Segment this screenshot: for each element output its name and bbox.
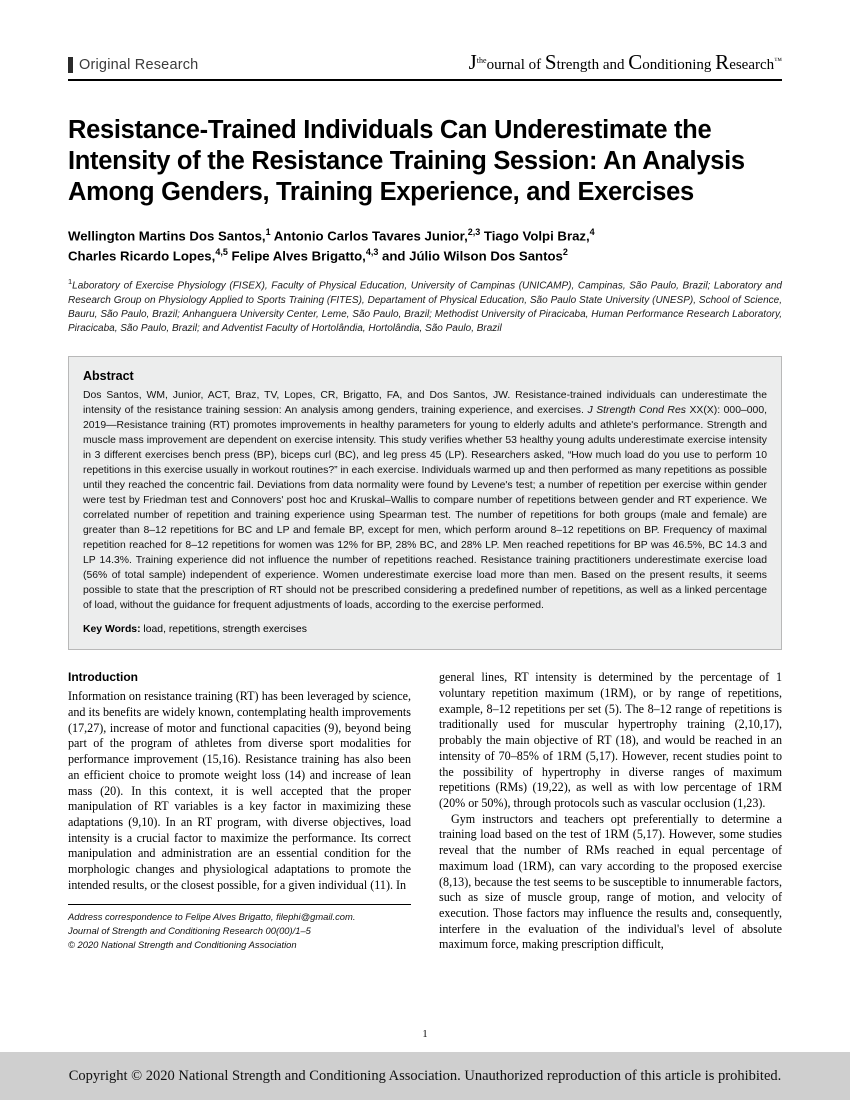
abstract-body: [83, 389, 767, 614]
column-left: [68, 670, 411, 953]
journal-logo-esearch: esearch: [729, 57, 775, 73]
journal-logo-tm: ™: [774, 56, 782, 65]
author-affiliation-marker: 4: [589, 227, 595, 238]
author-list: [68, 226, 782, 265]
author-affiliation-marker: 2,3: [467, 227, 481, 238]
column-right: [439, 670, 782, 953]
journal-logo-c: C: [628, 50, 643, 74]
copyright-band: Copyright © 2020 National Strength and Conditioning Association. Unauthorized reproduction of this article is prohibited.: [0, 1052, 850, 1100]
paragraph: Gym instructors and teachers opt preferentially to determine a training load based on the test of 1RM (5,17). However, some studies reveal that the number of RMs reached in equal percentage of maximum load (1RM), can vary according to the proposed exercise (8,13), because the test seems to be susceptible to innumerable factors, such as size of muscle group, range of motion, and velocity of execution. Those factors may influence the results and, consequently, interfere in the evaluation of the individual's level of absolute maximum force, making prescription difficult,: [439, 811, 782, 952]
footnote-journal: Journal of Strength and Conditioning Research 00(00)/1–5: [68, 924, 311, 936]
body-columns: [68, 670, 782, 953]
footnote-correspondence: Address correspondence to Felipe Alves Brigatto, filephi@gmail.com.: [68, 910, 356, 922]
paragraph: general lines, RT intensity is determined by the percentage of 1 voluntary repetition maximum (1RM), or by range of repetitions, example, 8–12 repetitions per set (5). The 8–12 range of repetitions is traditionally used for muscular hypertrophy training (2,10,17), probably the main objective of RT (18), and would be reached in an intensity of 70–85% of 1RM (5,17). However, recent studies point to the possibility of hypertrophy in diverse ranges of maximum repetitions (RMs) (19,22), as well as with low percentage of 1RM (20% or 50%), through protocols such as vascular occlusion (1,23).: [439, 670, 782, 810]
affiliations-text: Laboratory of Exercise Physiology (FISEX), Faculty of Physical Education, University of Campinas (UNICAMP), Campinas, São Paulo, Brazil; Laboratory and Research Group on Physiology Applied to Sports Training (FITES), Departament of Physical Education, São Paulo State University (UNESP), School of Science, Bauru, São Paulo, Brazil; Anhanguera University Center, Leme, São Paulo, Brazil; Methodist University of Piracicaba, Human Performance Research Laboratory, Piracicaba, São Paulo, Brazil; and Adventist Faculty of Hortolândia, Hortolândia, São Paulo, Brazil: [68, 280, 782, 335]
keywords: [83, 624, 767, 635]
author-name: Felipe Alves Brigatto,: [227, 248, 366, 264]
journal-logo-onditioning: onditioning: [642, 57, 716, 73]
journal-logo-trength-and: trength and: [556, 57, 629, 73]
journal-logo-ournal-of: ournal of: [486, 57, 545, 73]
affiliation-marker: 1: [68, 277, 73, 287]
author-name: and Júlio Wilson Dos Santos: [378, 248, 563, 264]
section-heading-introduction: Introduction: [68, 670, 138, 685]
section-label: [68, 57, 198, 73]
author-name: Wellington Martins Dos Santos,: [68, 228, 266, 244]
page-title: Resistance-Trained Individuals Can Underestimate the Intensity of the Resistance Training Session: An Analysis Among Genders, Training Experience, and Exercises: [68, 116, 745, 207]
author-line-1: [68, 226, 782, 246]
author-affiliation-marker: 1: [265, 227, 271, 238]
affiliations: [68, 277, 782, 336]
keywords-label: Key Words:: [83, 624, 141, 636]
journal-logo-j: J: [468, 50, 477, 74]
author-affiliation-marker: 4,5: [215, 246, 228, 257]
author-affiliation-marker: 2: [562, 246, 568, 257]
abstract-citation-journal: J Strength Cond Res: [587, 405, 686, 417]
author-name: Antonio Carlos Tavares Junior,: [270, 228, 468, 244]
abstract-heading: Abstract: [83, 369, 134, 384]
journal-logo-the: the: [476, 56, 487, 65]
page-number: 1: [422, 1029, 428, 1040]
author-affiliation-marker: 4,3: [365, 246, 379, 257]
footnote: [68, 904, 411, 952]
section-label-text: Original Research: [79, 57, 199, 73]
column-left-text: [68, 689, 411, 893]
author-name: Tiago Volpi Braz,: [480, 228, 590, 244]
abstract-citation-head: Dos Santos, WM, Junior, ACT, Braz, TV, Lopes, CR, Brigatto, FA, and Dos Santos, JW. Resistance-trained individuals can underestimate the intensity of the resistance training session: An analysis among genders, training experience, and exercises.: [83, 390, 767, 417]
page-content: [68, 52, 782, 953]
abstract-box: [68, 356, 782, 650]
paragraph: Information on resistance training (RT) has been leveraged by science, and its benefits are widely known, contemplating health improvements (17,27), increase of motor and functional capacities (9), beyond being part of the program of athletes from diverse sport modalities for performance improvement (15,16). Resistance training has also been an efficient choice to promote weight loss (14) and increase of lean mass (20). In this context, it is well accepted that the proper manipulation of RT variables is a key factor in maximizing these adaptations (9,10). In an RT program, with diverse objectives, load intensity is a crucial factor to maximize the performance. Its correct manipulation and administration are an essential condition for the morphologic changes and physiological adaptations to promote the intended results, or the closest possible, for a given individual (11). In: [68, 689, 411, 892]
masthead: [68, 52, 782, 81]
journal-logo-r: R: [715, 50, 730, 74]
keywords-value: load, repetitions, strength exercises: [140, 624, 307, 636]
journal-logo: [469, 52, 782, 73]
column-right-text: [439, 670, 782, 953]
footnote-copyright: © 2020 National Strength and Conditioning Association: [68, 938, 297, 950]
journal-logo-s: S: [544, 50, 557, 74]
author-name: Charles Ricardo Lopes,: [68, 248, 216, 264]
section-bar-icon: [68, 57, 73, 73]
author-line-2: [68, 246, 782, 266]
abstract-citation-tail: XX(X): 000–000, 2019—Resistance training (RT) promotes improvements in healthy parameters for young to elderly adults and athlete's performance. Strength and muscle mass improvement are dependent on exercise intensity. This study verifies whether 53 healthy young adults underestimate exercise intensity in 3 different exercises bench press (BP), biceps curl (BC), and leg press 45 (LP). Researchers asked, “How much load do you use to perform 10 repetitions in this exercise usually in workout routines?” in each exercise. Individuals warmed up and then performed as many repetitions as possible until they reached the concentric fail. Deviations from data normality were found by Levene's test; a number of repetition per exercise within gender were test by Friedman test and Connovers' post hoc and Kruskal–Wallis to compare number of repetitions between gender and RT experience. We correlated number of repetition and training experience using Spearman test. The number of repetitions for both groups (male and female) are greater than 8–12 repetitions for BC and LP and female BP, except for men, which perform around 8–12 repetitions on BP. Frequency of maximal repetition reached for 8–12 repetitions for women was 12% for BP, 28% BC, and 28% LP. Men reached repetitions for BP was 46.5%, BC 14.3 and LP 14.3%. Training experience did not influence the number of repetitions reached. Resistance training practitioners underestimate exercise load (56% of total sample) independent of experience. Women underestimate exercise load more than men. Based on the present results, it seems possible to state that the prescription of RT should not be prescribed considering a predefined number of repetitions, as well as a linked percentage of load, without the guidance for frequent adjustments of loads, according to the exercise performed.: [83, 405, 767, 612]
